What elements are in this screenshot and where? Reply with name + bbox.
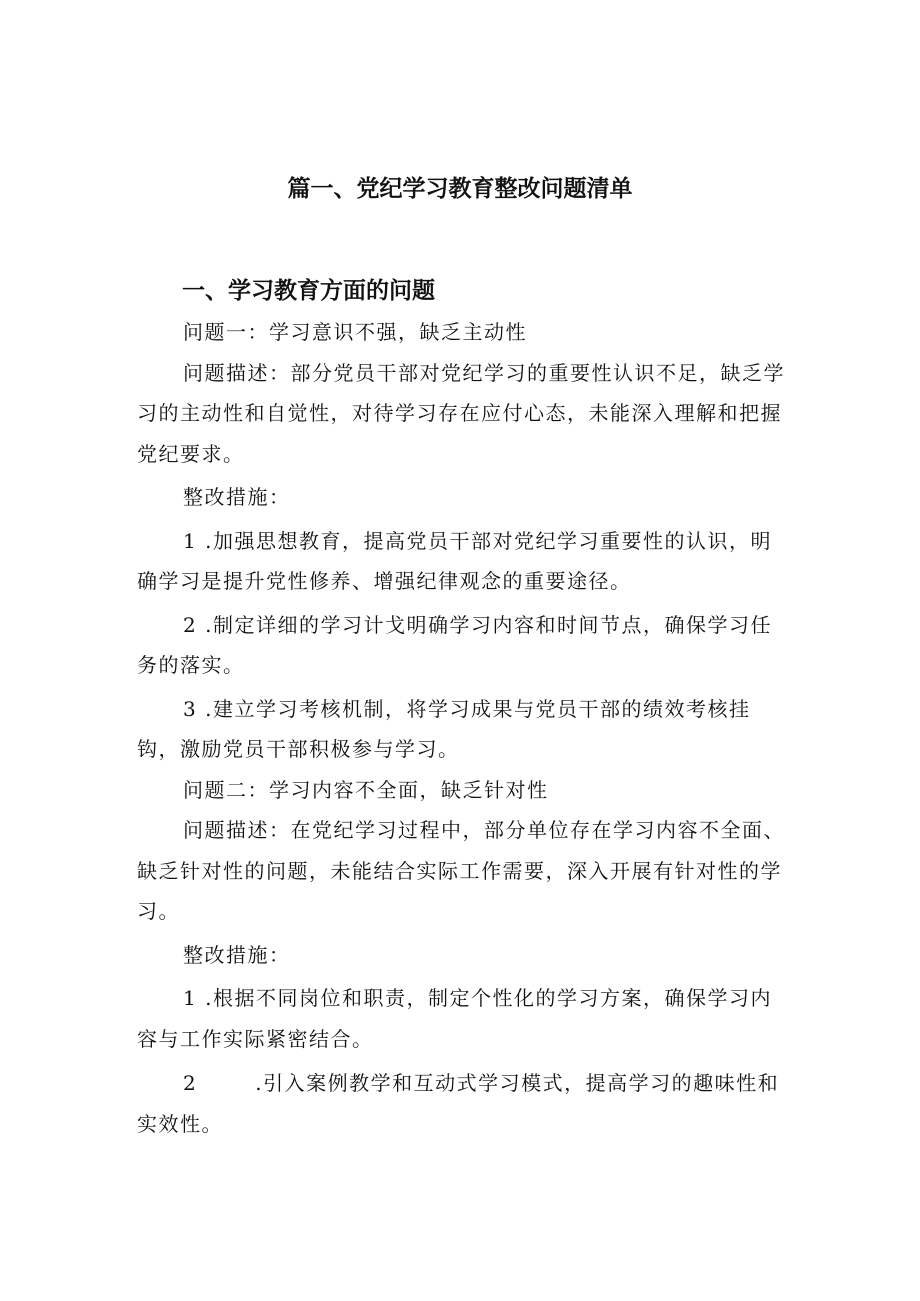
measures-label-one: 整改措施： bbox=[183, 485, 291, 509]
measure-2-2-text: .引入案例教学和互动式学习模式，提高学习的趣味性和实效性。 bbox=[137, 1071, 780, 1136]
document-title: 篇一、党纪学习教育整改问题清单 bbox=[287, 176, 633, 202]
section-heading: 一、学习教育方面的问题 bbox=[182, 278, 435, 304]
problem-one-title: 问题一：学习意识不强，缺乏主动性 bbox=[183, 320, 527, 344]
measure-1-3: 3 .建立学习考核机制，将学习成果与党员干部的绩效考核挂钩，激励党员干部积极参与学习。 bbox=[137, 696, 751, 761]
problem-two-description: 问题描述：在党纪学习过程中，部分单位存在学习内容不全面、缺乏针对性的问题，未能结合实际工作需要，深入开展有针对性的学习。 bbox=[137, 818, 785, 923]
measure-1-1: 1 .加强思想教育，提高党员干部对党纪学习重要性的认识，明确学习是提升党性修养、增强纪律观念的重要途径。 bbox=[137, 528, 772, 593]
measure-1-2: 2 .制定详细的学习计戈明确学习内容和时间节点，确保学习任务的落实。 bbox=[137, 612, 772, 677]
measures-label-two: 整改措施： bbox=[183, 942, 291, 967]
measure-2-1: 1 .根据不同岗位和职责，制定个性化的学习方案，确保学习内容与工作实际紧密结合。 bbox=[137, 986, 772, 1051]
problem-one-description: 问题描述：部分党员干部对党纪学习的重要性认识不足，缺乏学习的主动性和自觉性，对待学习存在应付心态，未能深入理解和把握党纪要求。 bbox=[137, 360, 785, 466]
measure-2-2 bbox=[137, 1063, 791, 1144]
measure-2-2-number: 2 bbox=[183, 1071, 198, 1095]
document-body bbox=[137, 312, 791, 1144]
problem-two-title: 问题二：学习内容不全面，缺乏针对性 bbox=[183, 777, 549, 802]
